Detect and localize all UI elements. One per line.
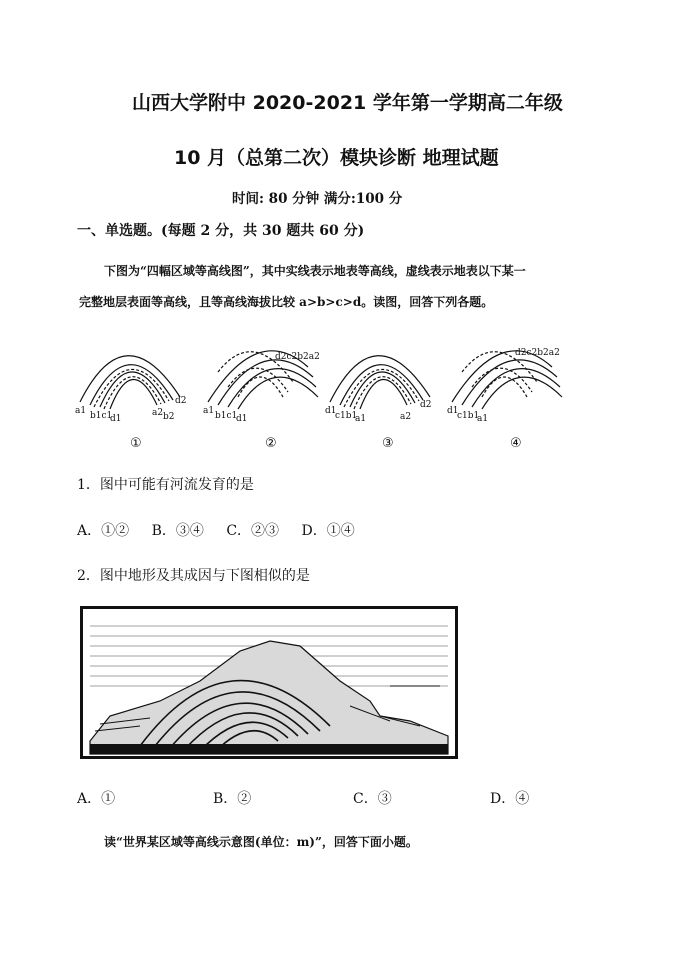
reading-prompt: 读“世界某区域等高线示意图(单位：m)”，回答下面小题。 [104, 835, 418, 849]
p4-label-d2c2b2a2: d2c2b2a2 [515, 348, 560, 358]
p3-label-c1b1: c1b1 [335, 411, 358, 421]
intro-line-1: 下图为“四幅区域等高线图”，其中实线表示地表等高线，虚线表示地表以下某一 [104, 264, 526, 278]
p1-label-a2: a2 [152, 408, 164, 418]
q2-option-a[interactable]: A．① [77, 791, 116, 807]
panel-label-4: ④ [510, 436, 522, 451]
intro-line-2: 完整地层表面等高线，且等高线海拔比较 a>b>c>d。读图，回答下列各题。 [79, 295, 494, 309]
p4-label-d1: d1 [447, 406, 459, 416]
p1-label-d2: d2 [175, 396, 187, 406]
folded-mountain-illustration [80, 606, 458, 759]
p3-label-a1: a1 [355, 414, 367, 424]
q1-option-b[interactable]: B．③④ [151, 523, 204, 539]
exam-title-line1: 山西大学附中 2020-2021 学年第一学期高二年级 [132, 92, 563, 114]
panel-label-3: ③ [382, 436, 394, 451]
p1-label-a1: a1 [75, 406, 87, 416]
contour-panel-1 [80, 356, 180, 409]
question-1-options [77, 520, 355, 540]
question-2-stem: 2．图中地形及其成因与下图相似的是 [77, 568, 310, 584]
p1-label-b2: b2 [163, 412, 175, 422]
panel-label-2: ② [265, 436, 277, 451]
contour-panel-3 [330, 356, 430, 409]
q2-option-b[interactable]: B．② [213, 791, 252, 807]
p3-label-a2: a2 [400, 412, 412, 422]
p2-label-b1c1: b1c1 [215, 411, 238, 421]
p2-label-d2c2b2a2: d2c2b2a2 [275, 352, 320, 362]
p3-label-d2: d2 [420, 400, 432, 410]
exam-time-info: 时间: 80 分钟 满分:100 分 [232, 191, 403, 207]
q2-option-c[interactable]: C．③ [353, 791, 392, 807]
contour-diagram [70, 327, 615, 452]
panel-label-1: ① [130, 436, 142, 451]
q1-option-a[interactable]: A．①② [77, 523, 130, 539]
section-heading: 一、单选题。(每题 2 分，共 30 题共 60 分) [77, 223, 365, 239]
q1-option-d[interactable]: D．①④ [301, 523, 355, 539]
p4-label-c1b1: c1b1 [457, 411, 480, 421]
p2-label-a1: a1 [203, 406, 215, 416]
contour-panel-4 [452, 351, 562, 409]
exam-title-line2: 10 月（总第二次）模块诊断 地理试题 [174, 147, 499, 169]
p4-label-a1: a1 [477, 414, 489, 424]
q1-option-c[interactable]: C．②③ [226, 523, 280, 539]
p1-label-b1c1: b1c1 [90, 411, 113, 421]
question-1-stem: 1．图中可能有河流发育的是 [77, 477, 254, 493]
q2-option-d[interactable]: D．④ [490, 791, 530, 807]
p3-label-d1: d1 [325, 406, 337, 416]
p2-label-d1: d1 [236, 414, 248, 424]
p1-label-d1: d1 [110, 414, 122, 424]
